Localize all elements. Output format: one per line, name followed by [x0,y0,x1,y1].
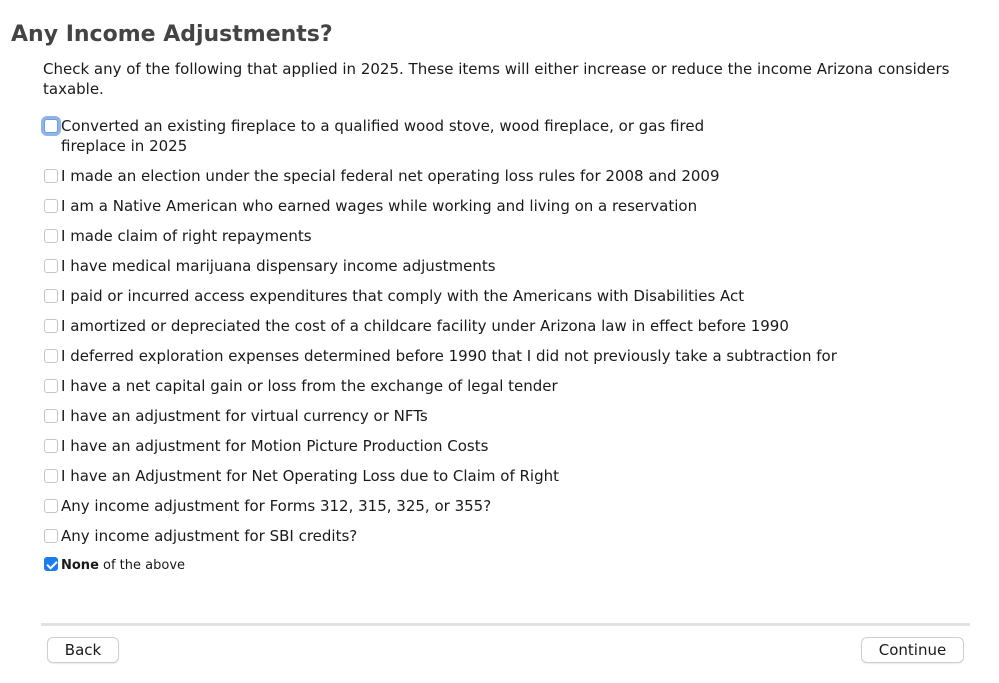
option-none-of-the-above[interactable] [44,556,185,576]
checkbox[interactable] [44,119,58,133]
option-label: I made claim of right repayments [61,227,312,245]
option-nol-election[interactable] [44,166,720,186]
option-label: I have an adjustment for Motion Picture Production Costs [61,437,489,455]
option-label: Any income adjustment for Forms 312, 315, 325, or 355? [61,497,492,515]
option-claim-of-right-repayments[interactable] [44,226,312,246]
option-virtual-currency[interactable] [44,406,428,426]
footer-divider [41,623,970,626]
option-legal-tender-gain[interactable] [44,376,558,396]
checkbox[interactable] [44,199,58,213]
none-bold-label: None [61,558,99,573]
option-label: I made an election under the special federal net operating loss rules for 2008 and 2009 [61,167,720,185]
back-button[interactable]: Back [47,637,119,663]
option-label: I am a Native American who earned wages while working and living on a reservation [61,197,698,215]
option-label: I deferred exploration expenses determined before 1990 that I did not previously take a subtraction for [61,347,837,365]
option-forms-adjustment[interactable] [44,496,491,516]
checkbox[interactable] [44,169,58,183]
checkbox[interactable] [44,319,58,333]
checkbox[interactable] [44,289,58,303]
option-label: I amortized or depreciated the cost of a childcare facility under Arizona law in effect before 1990 [61,317,789,335]
option-label: Converted an existing fireplace to a qualified wood stove, wood fireplace, or gas fired fireplace in 2025 [61,117,705,155]
option-motion-picture[interactable] [44,436,488,456]
option-label: I have medical marijuana dispensary income adjustments [61,257,496,275]
option-native-american-wages[interactable] [44,196,697,216]
option-sbi-credits[interactable] [44,526,357,546]
page-title: Any Income Adjustments? [11,22,333,47]
checkbox[interactable] [44,499,58,513]
option-label: I have an Adjustment for Net Operating Loss due to Claim of Right [61,467,559,485]
checkbox-checked[interactable] [44,557,58,571]
option-nol-claim-of-right[interactable] [44,466,559,486]
option-label [61,556,185,576]
continue-button[interactable]: Continue [861,637,964,663]
option-medical-marijuana[interactable] [44,256,496,276]
intro-text: Check any of the following that applied in 2025. These items will either increase or reduce the income Arizona considers taxable. [43,60,950,98]
option-label: I paid or incurred access expenditures that comply with the Americans with Disabilities Act [61,287,745,305]
option-fireplace-conversion[interactable] [44,116,724,156]
option-label: Any income adjustment for SBI credits? [61,527,358,545]
checkbox[interactable] [44,529,58,543]
checkbox[interactable] [44,349,58,363]
checkbox[interactable] [44,379,58,393]
checkbox[interactable] [44,229,58,243]
option-childcare-facility[interactable] [44,316,789,336]
option-label: I have an adjustment for virtual currency or NFTs [61,407,428,425]
checkbox[interactable] [44,439,58,453]
option-exploration-expenses[interactable] [44,346,837,366]
option-ada-expenditures[interactable] [44,286,744,306]
checkbox[interactable] [44,469,58,483]
checkbox[interactable] [44,409,58,423]
none-rest-label: of the above [98,558,186,573]
checkbox[interactable] [44,259,58,273]
option-label: I have a net capital gain or loss from the exchange of legal tender [61,377,558,395]
